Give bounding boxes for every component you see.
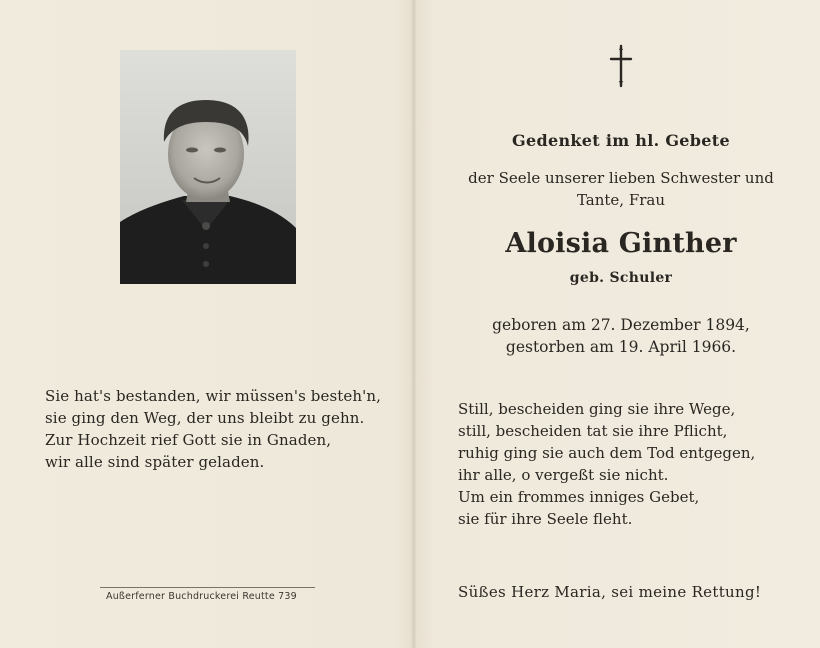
printer-divider xyxy=(100,587,315,588)
center-fold xyxy=(411,0,417,648)
intro-line: Tante, Frau xyxy=(576,191,666,209)
deceased-name: Aloisia Ginther xyxy=(505,228,737,259)
poem-line: Zur Hochzeit rief Gott sie in Gnaden, xyxy=(45,431,332,449)
poem-line: sie für ihre Seele fleht. xyxy=(458,510,633,528)
death-date: gestorben am 19. April 1966. xyxy=(505,338,737,356)
memorial-heading: Gedenket im hl. Gebete xyxy=(512,131,730,150)
maiden-name: geb. Schuler xyxy=(569,270,673,286)
left-poem xyxy=(45,385,385,473)
intro-text xyxy=(420,167,820,211)
poem-line: wir alle sind später geladen. xyxy=(45,453,265,471)
poem-line: Um ein frommes inniges Gebet, xyxy=(458,488,700,506)
closing-prayer: Süßes Herz Maria, sei meine Rettung! xyxy=(458,583,762,601)
poem-line: sie ging den Weg, der uns bleibt zu gehn. xyxy=(45,409,365,427)
birth-date: geboren am 27. Dezember 1894, xyxy=(492,316,750,334)
intro-line: der Seele unserer lieben Schwester und xyxy=(468,169,774,187)
right-poem xyxy=(458,398,798,530)
printer-imprint: Außerferner Buchdruckerei Reutte 739 xyxy=(106,591,297,602)
poem-line: still, bescheiden tat sie ihre Pflicht, xyxy=(458,422,728,440)
poem-line: ihr alle, o vergeßt sie nicht. xyxy=(458,466,669,484)
life-dates xyxy=(420,314,820,358)
latin-cross-icon xyxy=(607,44,635,88)
poem-line: Still, bescheiden ging sie ihre Wege, xyxy=(458,400,736,418)
poem-line: ruhig ging sie auch dem Tod entgegen, xyxy=(458,444,756,462)
portrait-photo xyxy=(120,50,296,284)
poem-line: Sie hat's bestanden, wir müssen's besteh'n, xyxy=(45,387,381,405)
